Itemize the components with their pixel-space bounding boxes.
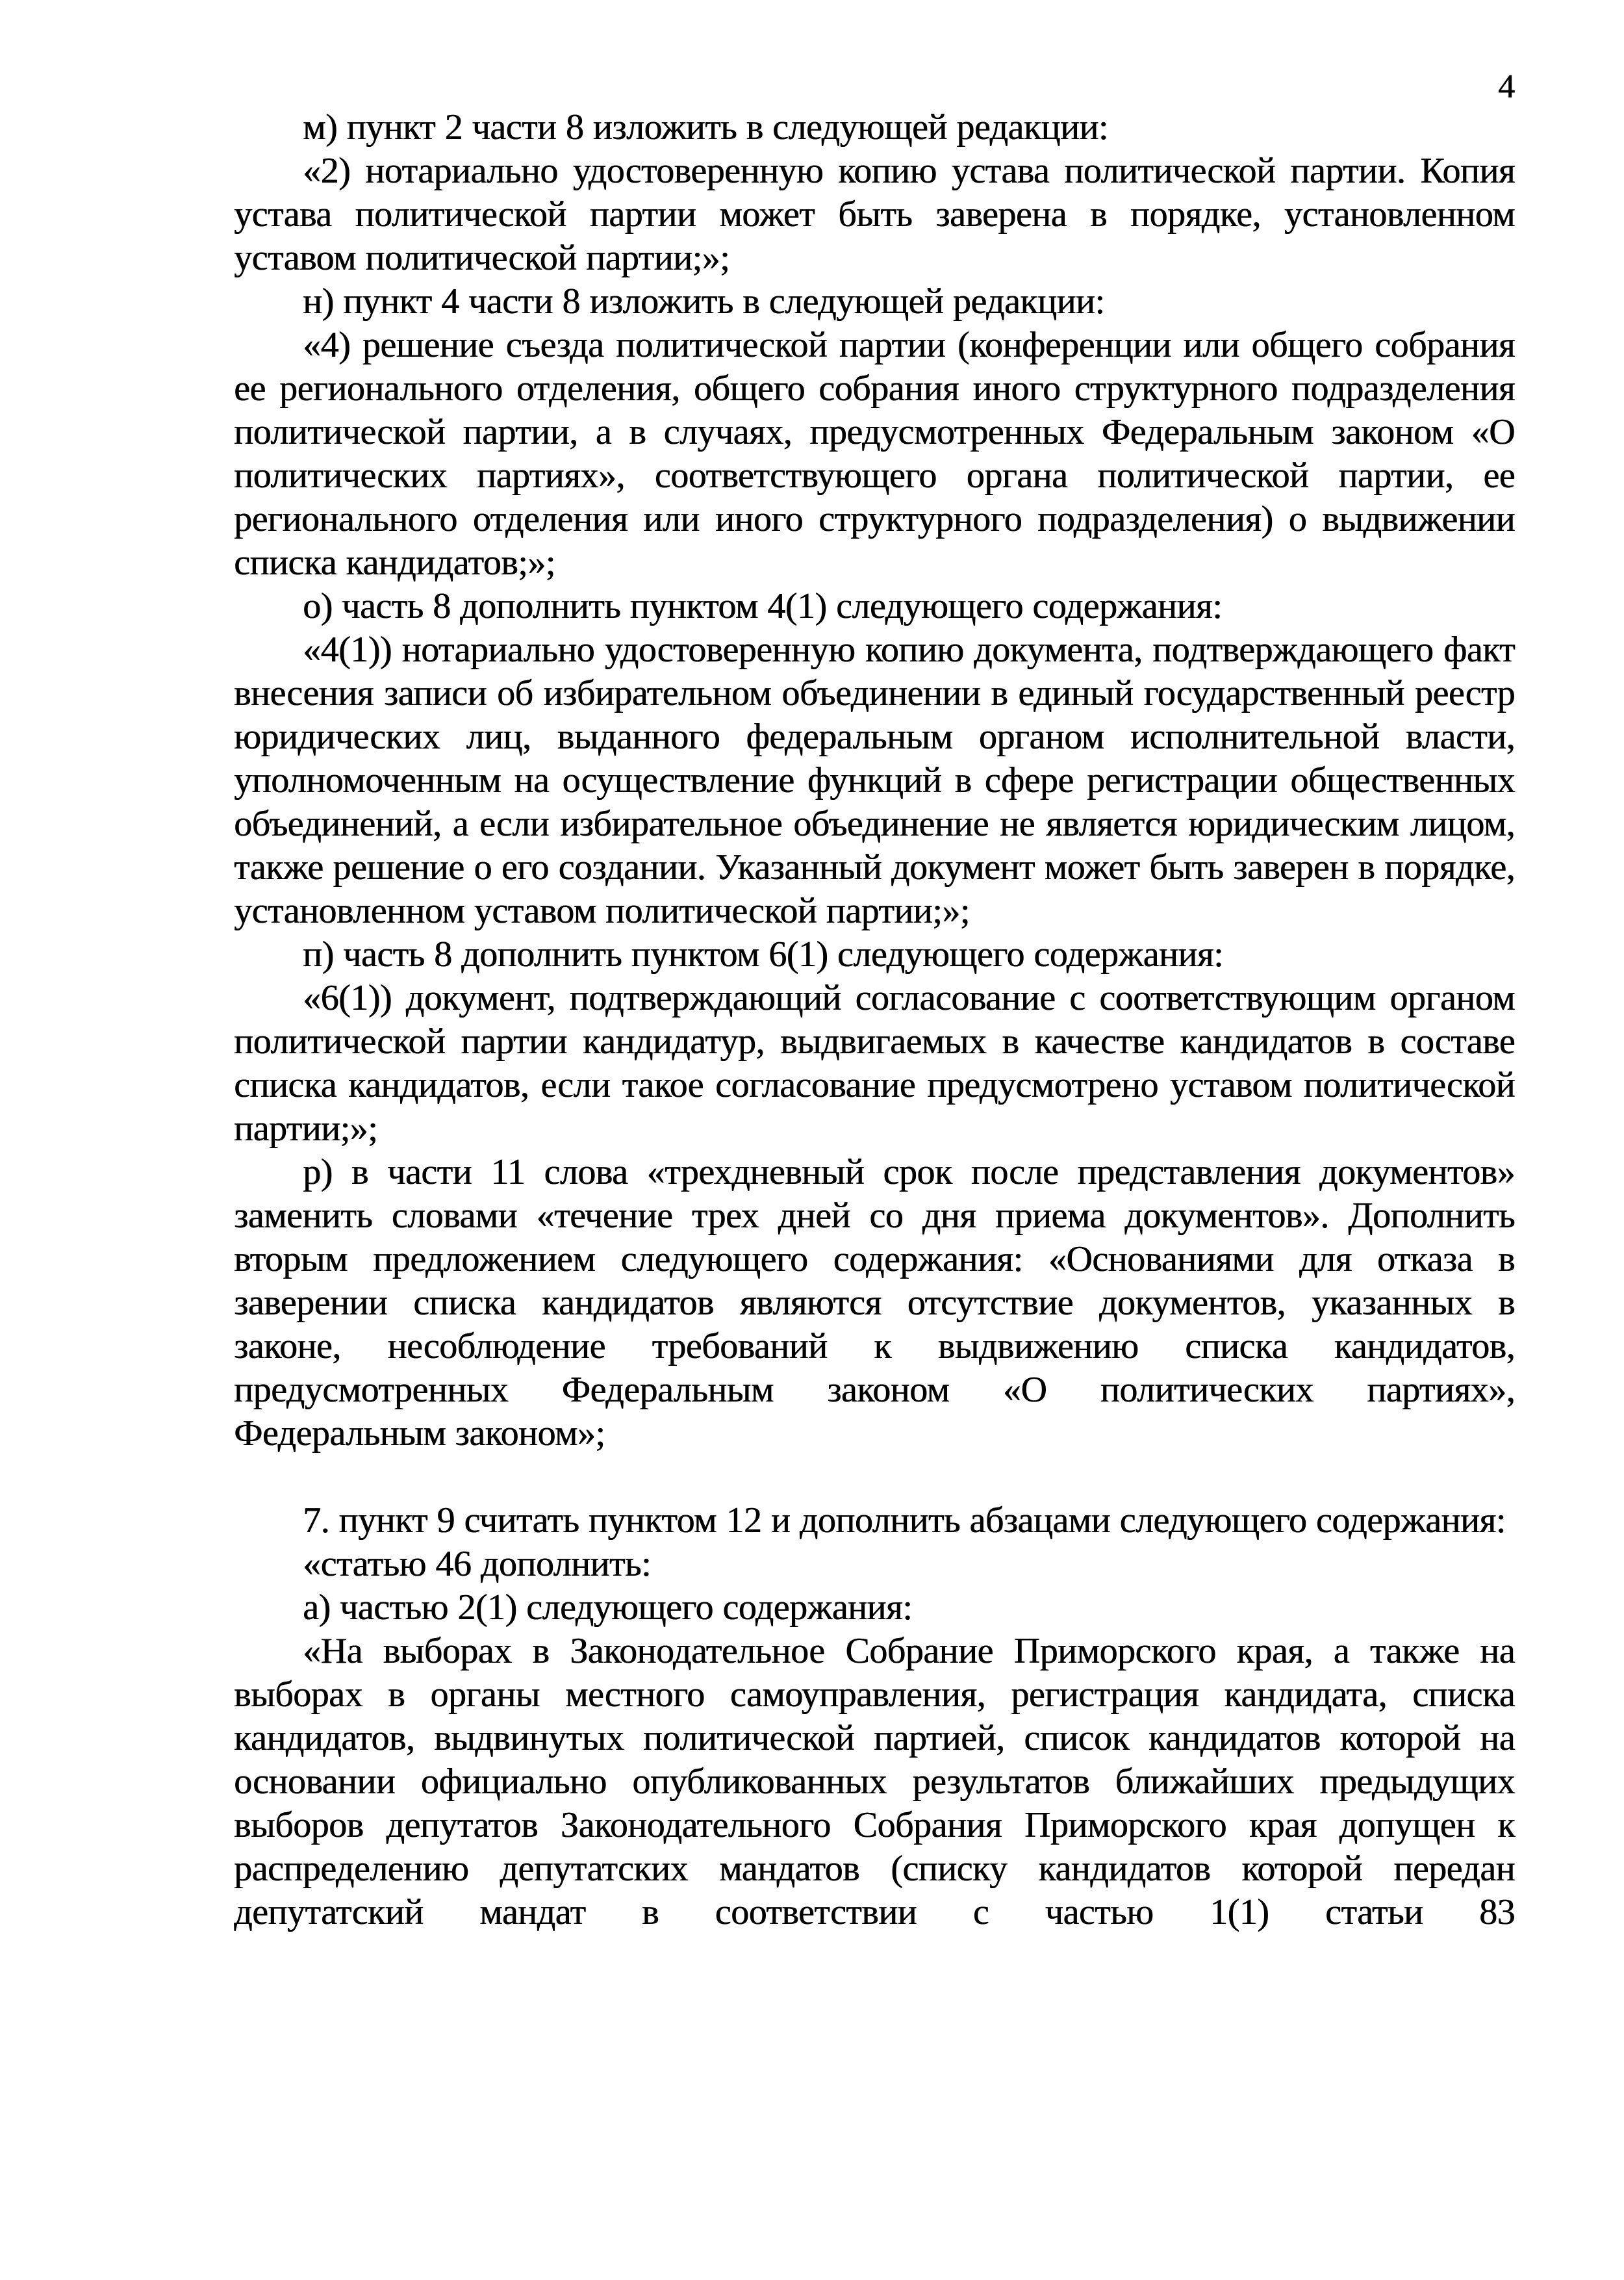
paragraph-article-46: «статью 46 дополнить: [303, 1544, 651, 1584]
paragraph-quote-4-1: «4(1)) нотариально удостоверенную копию документа, подтверждающего факт внесения записи об избирательном объединении в единый государственный реестр юридических лиц, выданного федеральным органом исполнительной власти, уполномоченным на осуществление функций в сфере регистрации общественных объединений, а если избирательное объединение не является юридическим лицом, также решение о его создании. Указанный документ может быть заверен в порядке, установленном уставом политической партии;»; [234, 630, 1515, 931]
paragraph-quote-na-vyborah: «На выборах в Законодательное Собрание Приморского края, а также на выборах в органы местного самоуправления, регистрация кандидата, списка кандидатов, выдвинутых политической партией, список кандидатов которой на основании официально опубликованных результатов ближайших предыдущих выборов депутатов Законодательного Собрания Приморского края допущен к распределению депутатских мандатов (списку кандидатов которой передан депутатский мандат в соответствии с частью 1(1) статьи 83 [234, 1631, 1515, 1932]
paragraph-item-r: р) в части 11 слова «трехдневный срок после представления документов» заменить словами «течение трех дней со дня приема документов». Дополнить вторым предложением следующего содержания: «Основаниями для отказа в заверении списка кандидатов являются отсутствие документов, указанных в законе, несоблюдение требований к выдвижению списка кандидатов, предусмотренных Федеральным законом «О политических партиях», Федеральным законом»; [234, 1152, 1515, 1454]
paragraph-quote-6-1: «6(1)) документ, подтверждающий согласование с соответствующим органом политической партии кандидатур, выдвигаемых в качестве кандидатов в составе списка кандидатов, если такое согласование предусмотрено уставом политической партии;»; [234, 978, 1515, 1149]
paragraph-quote-2: «2) нотариально удостоверенную копию устава политической партии. Копия устава политической партии может быть заверена в порядке, установленном уставом политической партии;»; [234, 151, 1515, 278]
paragraph-point-7: 7. пункт 9 считать пунктом 12 и дополнить абзацами следующего содержания: [303, 1500, 1506, 1541]
page-number: 4 [1498, 68, 1515, 105]
paragraph-item-n: н) пункт 4 части 8 изложить в следующей редакции: [303, 281, 1105, 322]
paragraph-item-p: п) часть 8 дополнить пунктом 6(1) следующего содержания: [303, 934, 1224, 975]
paragraph-quote-4: «4) решение съезда политической партии (конференции или общего собрания ее регионального отделения, общего собрания иного структурного подразделения политической партии, а в случаях, предусмотренных Федеральным законом «О политических партиях», соответствующего органа политической партии, ее регионального отделения или иного структурного подразделения) о выдвижении списка кандидатов;»; [234, 325, 1515, 583]
paragraph-item-m: м) пункт 2 части 8 изложить в следующей редакции: [303, 107, 1108, 147]
document-body [234, 106, 1515, 1934]
paragraph-item-o: о) часть 8 дополнить пунктом 4(1) следующего содержания: [303, 586, 1223, 626]
paragraph-item-a: а) частью 2(1) следующего содержания: [303, 1587, 913, 1628]
